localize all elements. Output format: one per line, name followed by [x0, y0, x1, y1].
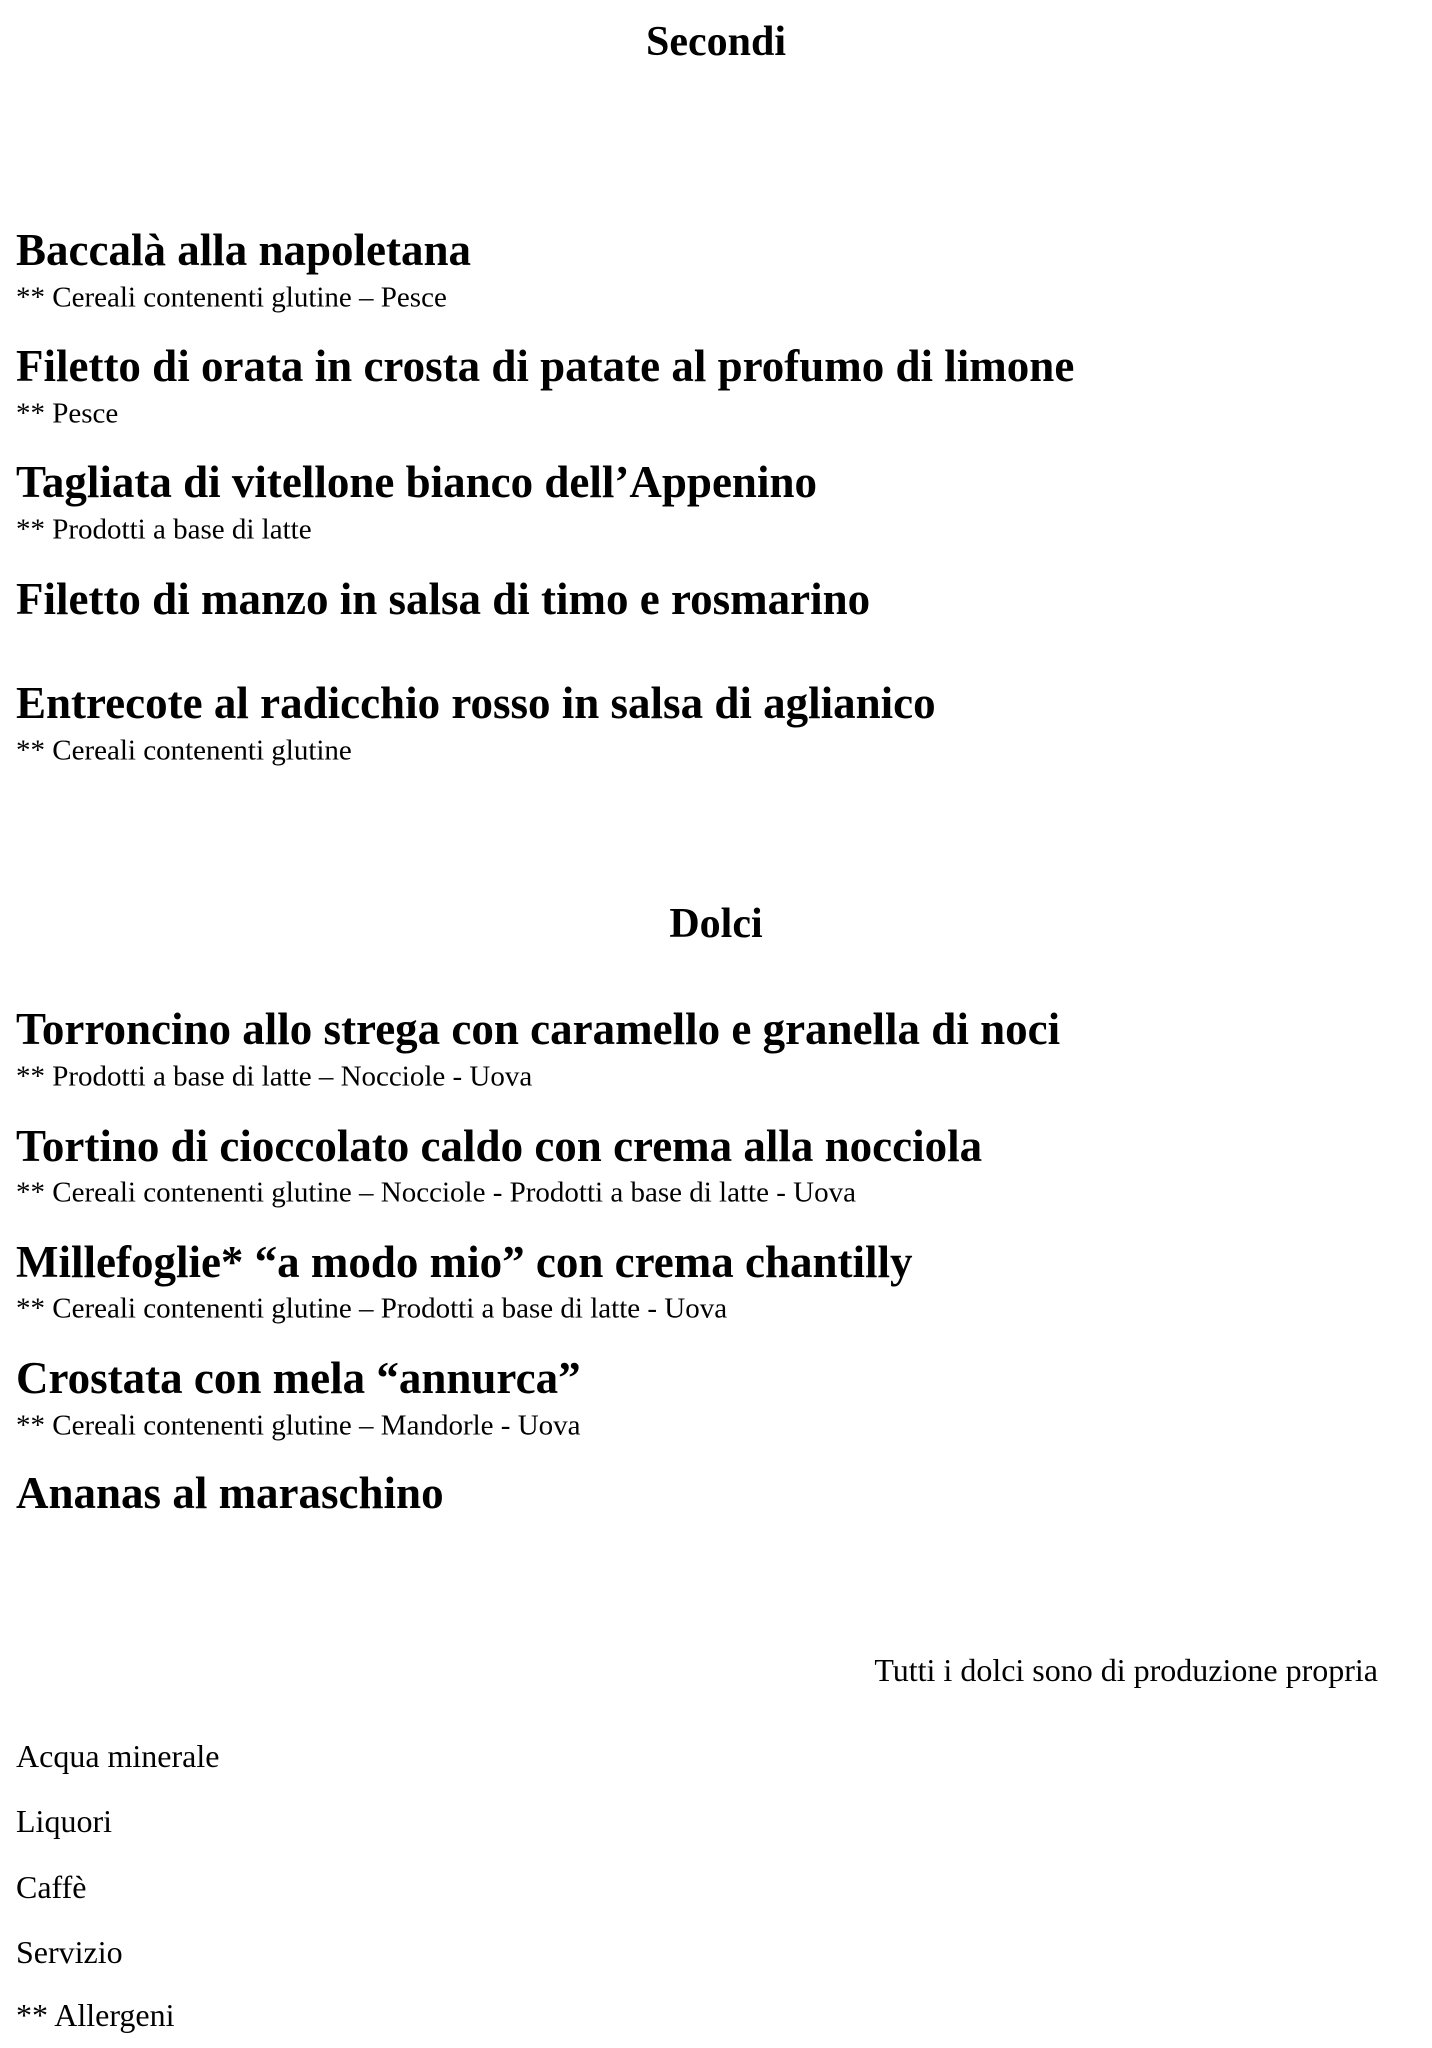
allergen-legend: ** Allergeni [16, 1996, 175, 2033]
dish-name: Baccalà alla napoletana [16, 225, 472, 275]
section-title: Secondi [645, 18, 787, 65]
dish-allergens: ** Cereali contenenti glutine – Mandorle - Uova [16, 1409, 581, 1442]
dish-name: Torroncino allo strega con caramello e granella di noci [16, 1004, 1061, 1054]
dish-name: Crostata con mela “annurca” [16, 1353, 581, 1403]
dish-allergens: ** Cereali contenenti glutine – Prodotti a base di latte - Uova [16, 1292, 728, 1325]
extra-item: Liquori [16, 1802, 112, 1839]
extra-item: Acqua minerale [16, 1737, 220, 1774]
homemade-note: Tutti i dolci sono di produzione propria [874, 1651, 1378, 1688]
dish-allergens: ** Pesce [16, 397, 119, 430]
dish-name: Tagliata di vitellone bianco dell’Appenino [16, 457, 817, 507]
dish-allergens: ** Prodotti a base di latte – Nocciole - Uova [16, 1060, 533, 1093]
section-title: Dolci [669, 900, 763, 947]
dish-name: Filetto di orata in crosta di patate al profumo di limone [16, 341, 1075, 391]
dish-allergens: ** Cereali contenenti glutine [16, 734, 352, 767]
extra-item: Caffè [16, 1868, 87, 1905]
dish-name: Millefoglie* “a modo mio” con crema chantilly [16, 1237, 913, 1287]
dish-name: Tortino di cioccolato caldo con crema alla nocciola [16, 1121, 983, 1171]
dish-name: Entrecote al radicchio rosso in salsa di aglianico [16, 678, 936, 728]
dish-allergens: ** Cereali contenenti glutine – Pesce [16, 281, 447, 314]
dish-allergens: ** Cereali contenenti glutine – Nocciole - Prodotti a base di latte - Uova [16, 1176, 856, 1209]
dish-name: Filetto di manzo in salsa di timo e rosmarino [16, 574, 871, 624]
dish-name: Ananas al maraschino [16, 1468, 444, 1518]
dish-allergens: ** Prodotti a base di latte [16, 513, 312, 546]
extra-item: Servizio [16, 1933, 123, 1970]
